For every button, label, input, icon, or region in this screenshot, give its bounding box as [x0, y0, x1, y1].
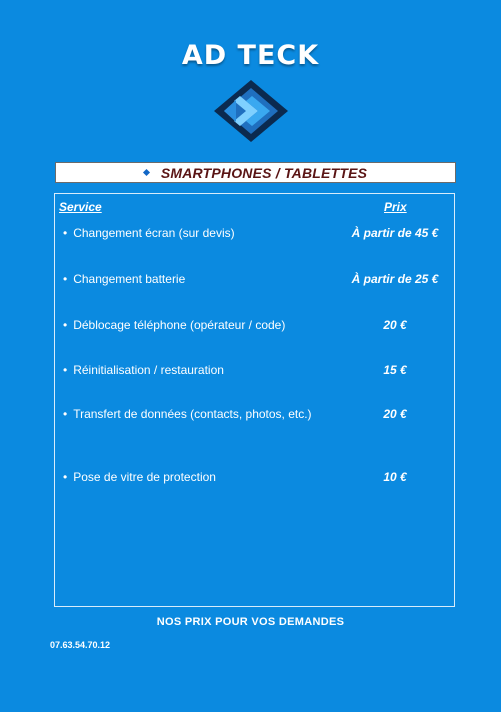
column-header-service: Service [59, 200, 102, 214]
service-cell [63, 469, 333, 486]
price-cell: 15 € [383, 363, 407, 377]
service-cell [63, 317, 333, 334]
service-name: Transfert de données (contacts, photos, etc.) [73, 407, 312, 421]
service-name: Pose de vitre de protection [73, 470, 216, 484]
bullet-icon: • [63, 272, 68, 286]
brand-header [0, 40, 501, 71]
footer-tagline: NOS PRIX POUR VOS DEMANDES [156, 616, 345, 628]
price-cell: À partir de 45 € [351, 226, 439, 240]
service-cell [63, 271, 333, 288]
bullet-icon: • [63, 407, 68, 421]
price-cell: 20 € [383, 407, 407, 421]
service-name: Changement écran (sur devis) [73, 226, 235, 240]
bullet-icon: • [63, 470, 68, 484]
service-name: Réinitialisation / restauration [73, 363, 224, 377]
price-cell: 20 € [383, 318, 407, 332]
bullet-icon: • [63, 318, 68, 332]
brand-name: AD TECK [181, 40, 320, 71]
price-cell: À partir de 25 € [351, 272, 439, 286]
service-cell [63, 362, 333, 379]
price-table [54, 193, 455, 607]
column-header-price: Prix [384, 200, 407, 214]
price-cell: 10 € [383, 470, 407, 484]
bullet-icon: • [63, 363, 68, 377]
bullet-icon: • [63, 226, 68, 240]
service-name: Déblocage téléphone (opérateur / code) [73, 318, 286, 332]
brand-logo-icon [212, 78, 290, 144]
diamond-bullet-icon [143, 169, 150, 176]
service-name: Changement batterie [73, 272, 186, 286]
section-title: SMARTPHONES / TABLETTES [160, 164, 368, 181]
section-header [55, 162, 456, 183]
service-cell [63, 406, 333, 423]
phone-number: 07.63.54.70.12 [50, 640, 111, 650]
service-cell [63, 225, 333, 242]
